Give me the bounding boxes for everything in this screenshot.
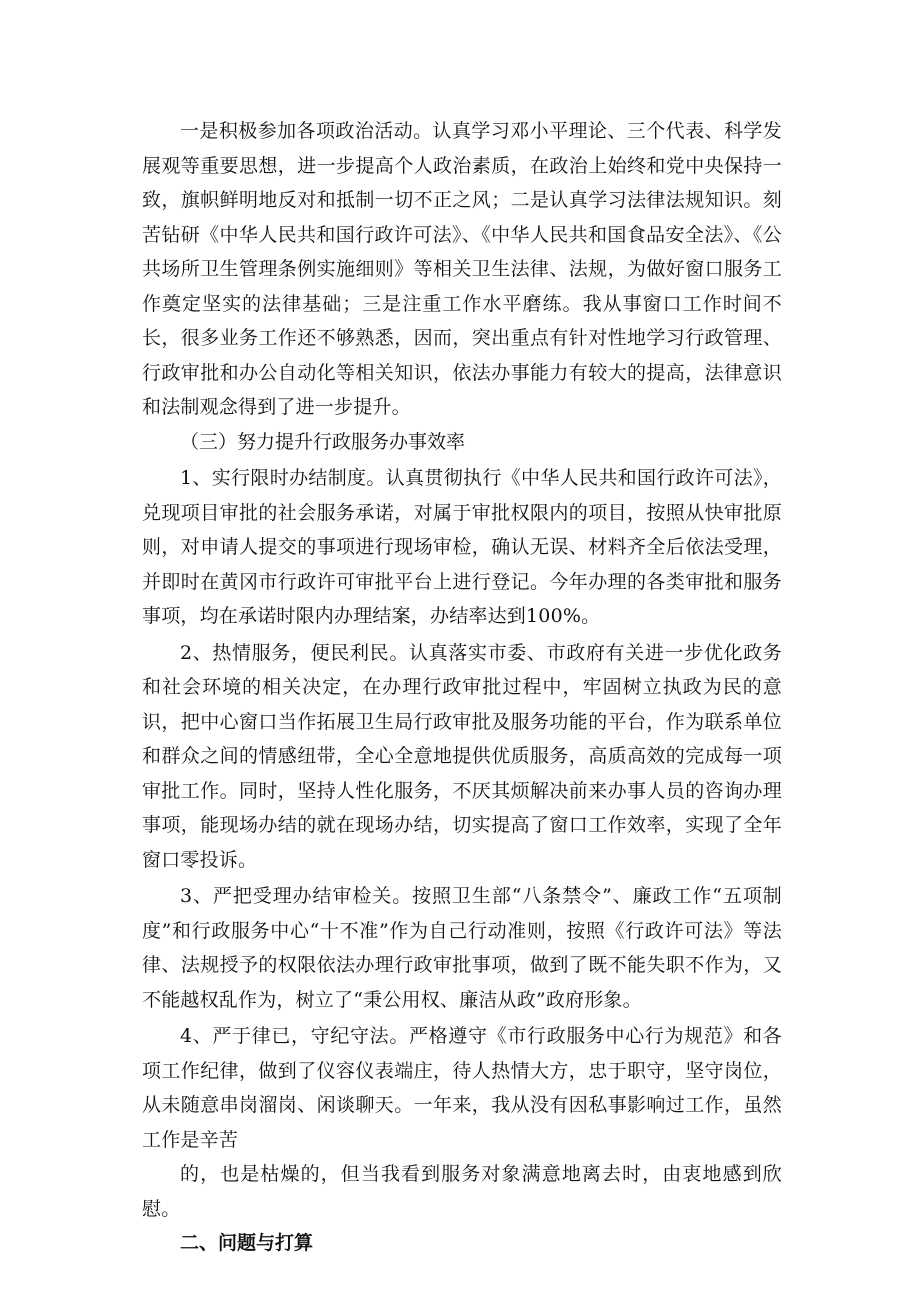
document-body xyxy=(142,114,782,1261)
paragraph-self-discipline: 4、严于律已，守纪守法。严格遵守《市行政服务中心行为规范》和各项工作纪律，做到了仪容仪表端庄，待人热情大方，忠于职守，坚守岗位，从未随意串岗溜岗、闲谈聊天。一年来，我从没有因私事影响过工作，虽然工作是辛苦 xyxy=(142,1025,782,1151)
paragraph-political-study: 一是积极参加各项政治活动。认真学习邓小平理论、三个代表、科学发展观等重要思想，进一步提高个人政治素质，在政治上始终和党中央保持一致，旗帜鲜明地反对和抵制一切不正之风；二是认真学习法律法规知识。刻苦钻研《中华人民共和国行政许可法》、《中华人民共和国食品安全法》、《公共场所卫生管理条例实施细则》等相关卫生法律、法规，为做好窗口服务工作奠定坚实的法律基础；三是注重工作水平磨练。我从事窗口工作时间不长，很多业务工作还不够熟悉，因而，突出重点有针对性地学习行政管理、行政审批和办公自动化等相关知识，依法办事能力有较大的提高，法律意识和法制观念得到了进一步提升。 xyxy=(142,120,782,418)
section-heading-issues-plans: 二、问题与打算 xyxy=(180,1232,314,1254)
paragraph-review-gate: 3、严把受理办结审检关。按照卫生部“八条禁令”、廉政工作“五项制度”和行政服务中心“十不准”作为自己行动准则，按照《行政许可法》等法律、法规授予的权限依法办理行政审批事项，做到了既不能失职不作为，又不能越权乱作为，树立了“秉公用权、廉洁从政”政府形象。 xyxy=(142,885,782,1011)
subheading-efficiency: （三）努力提升行政服务办事效率 xyxy=(180,430,466,453)
paragraph-time-limit: 1、实行限时办结制度。认真贯彻执行《中华人民共和国行政许可法》，兑现项目审批的社会服务承诺，对属于审批权限内的项目，按照从快审批原则，对申请人提交的事项进行现场审检，确认无误、材料齐全后依法受理，并即时在黄冈市行政许可审批平台上进行登记。今年办理的各类审批和服务事项，均在承诺时限内办理结案，办结率达到100%。 xyxy=(142,467,782,627)
paragraph-continuation: 的，也是枯燥的，但当我看到服务对象满意地离去时，由衷地感到欣慰。 xyxy=(142,1163,782,1220)
paragraph-warm-service: 2、热情服务，便民利民。认真落实市委、市政府有关进一步优化政务和社会环境的相关决定，在办理行政审批过程中，牢固树立执政为民的意识，把中心窗口当作拓展卫生局行政审批及服务功能的平台，作为联系单位和群众之间的情感纽带，全心全意地提供优质服务，高质高效的完成每一项审批工作。同时，坚持人性化服务，不厌其烦解决前来办事人员的咨询办理事项，能现场办结的就在现场办结，切实提高了窗口工作效率，实现了全年窗口零投诉。 xyxy=(142,641,782,871)
